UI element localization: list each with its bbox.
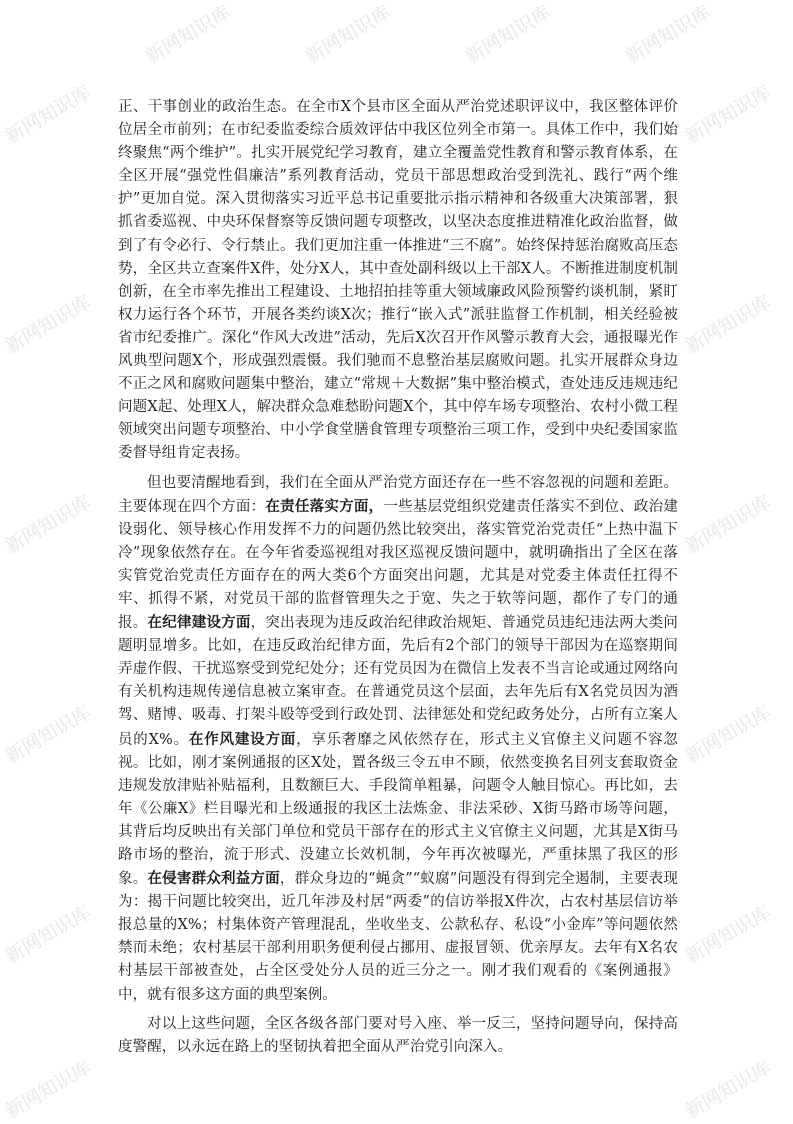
- text-run: 但也要清醒地看到，我们在全面从严治党方面还存在一些不容忽视的问题和差距。主要体现在四个方面：: [118, 474, 678, 515]
- text-run: ，群众身边的“蝇贪”“蚁腐”问题没有得到完全遏制，主要表现为：揭干问题比较突出，近几年涉及村居“两委”的信访举报X件次，占农村基层信访举报总量的X%；村集体资产管理混乱，坐收坐支、公款私存、私设“小金库”等问题依然禁而未绝；农村基层干部利用职务便利侵占挪用、虚报冒领、优亲厚友。去年有X名农村基层干部被查处，占全区受处分人员的近三分之一。刚才我们观看的《案例通报》中，就有很多这方面的典型案例。: [118, 871, 678, 1003]
- text-run: 对以上这些问题，全区各级各部门要对号入座、举一反三，坚持问题导向，保持高度警醒，以永远在路上的坚韧执着把全面从严治党引向深入。: [118, 1015, 678, 1055]
- watermark: 新网知识库: [1, 901, 95, 969]
- watermark: 新网知识库: [681, 291, 775, 359]
- bold-heading-public-interest: 在侵害群众利益方面: [147, 870, 280, 888]
- watermark: 新网知识库: [141, 1, 235, 69]
- watermark: 新网知识库: [621, 1, 715, 69]
- bold-heading-discipline: 在纪律建设方面: [147, 614, 251, 632]
- watermark: 新网知识库: [681, 1056, 775, 1124]
- text-run: ，享乐奢靡之风依然存在，形式主义官僚主义问题不容忽视。比如，刚才案例通报的区X处，置各级三令五申不顾，依然变换名目列支套取资金违规发放津贴补贴福利，且数额巨大、手段简单粗暴，问题令人触目惊心。再比如，去年《公廉X》栏目曝光和上级通报的我区土法炼金、非法采砂、X街马路市场等问题，其背后均反映出有关部门单位和党员干部存在的形式主义官僚主义问题，尤其是X街马路市场的整治，流于形式、没建立长效机制，今年再次被曝光，严重抹黑了我区的形象。: [118, 731, 678, 888]
- bold-heading-style: 在作风建设方面: [188, 730, 297, 748]
- watermark: 新网知识库: [681, 491, 775, 559]
- watermark: 新网知识库: [1, 701, 95, 769]
- watermark: 新网知识库: [1, 291, 95, 359]
- bold-heading-responsibility: 在责任落实方面，: [265, 497, 384, 515]
- document-body: [118, 96, 678, 1059]
- watermark: 新网知识库: [1, 491, 95, 559]
- watermark: 新网知识库: [1, 81, 95, 149]
- watermark: 新网知识库: [681, 81, 775, 149]
- watermark: 新网知识库: [681, 901, 775, 969]
- watermark: 新网知识库: [681, 701, 775, 769]
- text-run: ，突出表现为违反政治纪律政治规矩、普通党员违纪违法两大类问题明显增多。比如，在违反政治纪律方面，先后有2个部门的领导干部因为在巡察期间弄虚作假、干扰巡察受到党纪处分；还有党员因为在微信上发表不当言论或通过网络向有关机构违规传递信息被立案审查。在普通党员这个层面，去年先后有X名党员因为酒驾、赌博、吸毒、打架斗殴等受到行政处罚、法律惩处和党纪政务处分，占所有立案人员的X%。: [118, 615, 678, 748]
- paragraph-1: [118, 96, 678, 466]
- text-run: 一些基层党组织党建责任落实不到位、政治建设弱化、领导核心作用发挥不力的问题仍然比较突出，落实管党治党责任“上热中温下冷”现象依然存在。在今年省委巡视组对我区巡视反馈问题中，就明确指出了全区在落实管党治党责任方面存在的两大类6个方面突出问题，尤其是对党委主体责任扛得不牢、抓得不紧，对党员干部的监督管理失之于宽、失之于软等问题，都作了专门的通报。: [118, 498, 678, 632]
- paragraph-3: [118, 1013, 678, 1059]
- watermark: 新网知识库: [461, 1, 555, 69]
- watermark: 新网知识库: [1, 1056, 95, 1124]
- watermark: 新网知识库: [301, 1, 395, 69]
- paragraph-2: [118, 472, 678, 1007]
- text-run: 正、干事创业的政治生态。在全市X个县市区全面从严治党述职评议中，我区整体评价位居全市前列；在市纪委监委综合质效评估中我区位列全市第一。具体工作中，我们始终聚焦“两个维护”。扎实开展党纪学习教育，建立全覆盖党性教育和警示教育体系，在全区开展“强党性倡廉洁”系列教育活动，党员干部思想政治受到洗礼、践行“两个维护”更加自觉。深入贯彻落实习近平总书记重要批示指示精神和各级重大决策部署，狠抓省委巡视、中央环保督察等反馈问题专项整改，以坚决态度推进精准化政治监督，做到了有令必行、令行禁止。我们更加注重一体推进“三不腐”。始终保持惩治腐败高压态势，全区共立查案件X件，处分X人，其中查处副科级以上干部X人。不断推进制度机制创新，在全市率先推出工程建设、土地招拍挂等重大领域廉政风险预警约谈机制，紧盯权力运行各个环节，开展各类约谈X次；推行“嵌入式”派驻监督工作机制，相关经验被省市纪委推广。深化“作风大改进”活动，先后X次召开作风警示教育大会，通报曝光作风典型问题X个，形成强烈震慑。我们驰而不息整治基层腐败问题。扎实开展群众身边不正之风和腐败问题集中整治，建立“常规＋大数据”集中整治模式，查处违反违规违纪问题X起、处理X人，解决群众急难愁盼问题X个，其中停车场专项整治、农村小微工程领域突出问题专项整治、中小学食堂膳食管理专项整治三项工作，受到中央纪委国家监委督导组肯定表扬。: [118, 99, 678, 462]
